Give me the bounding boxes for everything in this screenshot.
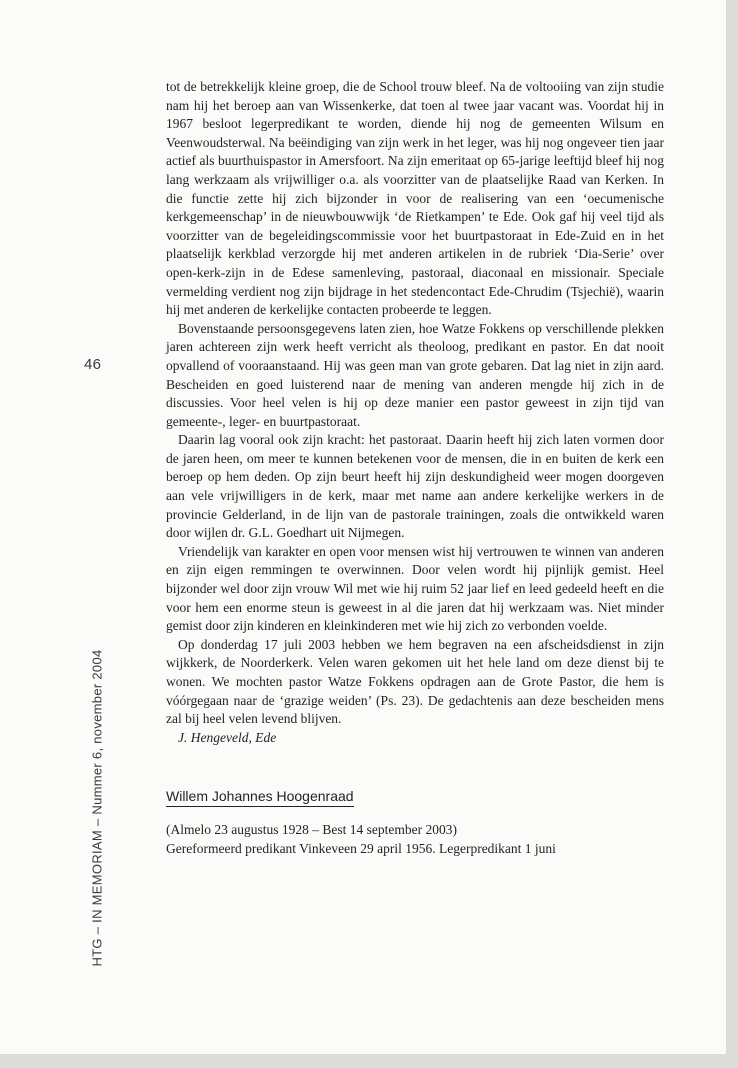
text-column	[166, 78, 664, 859]
paragraph-3: Daarin lag vooral ook zijn kracht: het pastoraat. Daarin heeft hij zich laten vormen door de jaren heen, om meer te kunnen betekenen voor de mensen, die in en buiten de kerk een beroep op hem deden. Op zijn beurt heeft hij zijn deskundigheid weer mogen doorgeven aan vele vrijwilligers in de kerk, maar met name aan andere kerkelijke werkers in de provincie Gelderland, in de lijn van de pastorale trainingen, zoals die ontwikkeld waren door wijlen dr. G.L. Goedhart uit Nijmegen.	[166, 432, 664, 541]
biography-block	[166, 821, 664, 858]
paragraph-2: Bovenstaande persoonsgegevens laten zien, hoe Watze Fokkens op verschillende plekken jaren achtereen zijn werk heeft verricht als theoloog, predikant en pastor. En dat nooit opvallend of vooraanstaand. Hij was geen man van grote gebaren. Dat lag niet in zijn aard. Bescheiden en goed luisterend naar de mening van anderen mengde hij zich in de discussies. Voor heel velen is hij op deze manier een pastor geweest in zijn tijd van gemeente-, leger- en buurtpastoraat.	[166, 320, 664, 429]
biography-line-1: (Almelo 23 augustus 1928 – Best 14 september 2003)	[166, 822, 457, 838]
paragraph-1: tot de betrekkelijk kleine groep, die de School trouw bleef. Na de voltooiing van zijn studie nam hij het beroep aan van Wissenkerke, dat toen al twee jaar vacant was. Voordat hij in 1967 besloot legerpredikant te worden, diende hij nog de gemeenten Wilsum en Veenwoudsterwal. Na beëindiging van zijn werk in het leger, was hij nog ongeveer tien jaar actief als buurthuispastor in Amersfoort. Na zijn emeritaat op 65-jarige leeftijd bleef hij nog lang werkzaam als vrijwilliger o.a. als voorzitter van de plaatselijke Raad van Kerken. In die functie zette hij zich bijzonder in voor de realisering van een ‘oecumenische kerkgemeenschap’ in de nieuwbouwwijk ‘de Rietkampen’ te Ede. Ook gaf hij veel tijd als voorzitter van de begeleidingscommissie voor het buurtpastoraat in Ede-Zuid en in het plaatselijk kerkblad verzorgde hij met anderen artikelen in de rubriek ‘Dia-Serie’ over open-kerk-zijn in de Edese samenleving, pastoraal, diaconaal en missionair. Speciale vermelding verdient nog zijn bijdrage in het stedencontact Ede-Chrudim (Tsjechië), waarin hij met anderen de kerkelijke contacten probeerde te leggen.	[166, 79, 664, 318]
page-number: 46	[84, 356, 102, 373]
paragraph-4: Vriendelijk van karakter en open voor mensen wist hij vertrouwen te winnen van anderen en zijn eigen remmingen te overwinnen. Door velen wordt hij pijnlijk gemist. Heel bijzonder wel door zijn vrouw Wil met wie hij ruim 52 jaar lief en leed gedeeld heeft en die voor hem een enorme steun is geweest in al die jaren dat hij werkzaam was. Niet minder gemist door zijn kinderen en kleinkinderen met wie hij zich zo verbonden voelde.	[166, 543, 664, 634]
running-head: HTG – IN MEMORIAM – Nummer 6, november 2004	[89, 649, 105, 967]
biography-line-2: Gereformeerd predikant Vinkeveen 29 april 1956. Legerpredikant 1 juni	[166, 840, 556, 856]
author-signature: J. Hengeveld, Ede	[178, 729, 277, 745]
paragraph-5: Op donderdag 17 juli 2003 hebben we hem begraven na een afscheidsdienst in zijn wijkkerk, de Noorderkerk. Velen waren gekomen uit het hele land om deze dienst bij te wonen. We mochten pastor Watze Fokkens opdragen aan de Grote Pastor, die hem is vóórgegaan naar de ‘grazige weiden’ (Ps. 23). De gedachtenis aan deze bescheiden mens zal bij heel velen levend blijven.	[166, 636, 664, 727]
section-heading: Willem Johannes Hoogenraad	[166, 787, 354, 807]
